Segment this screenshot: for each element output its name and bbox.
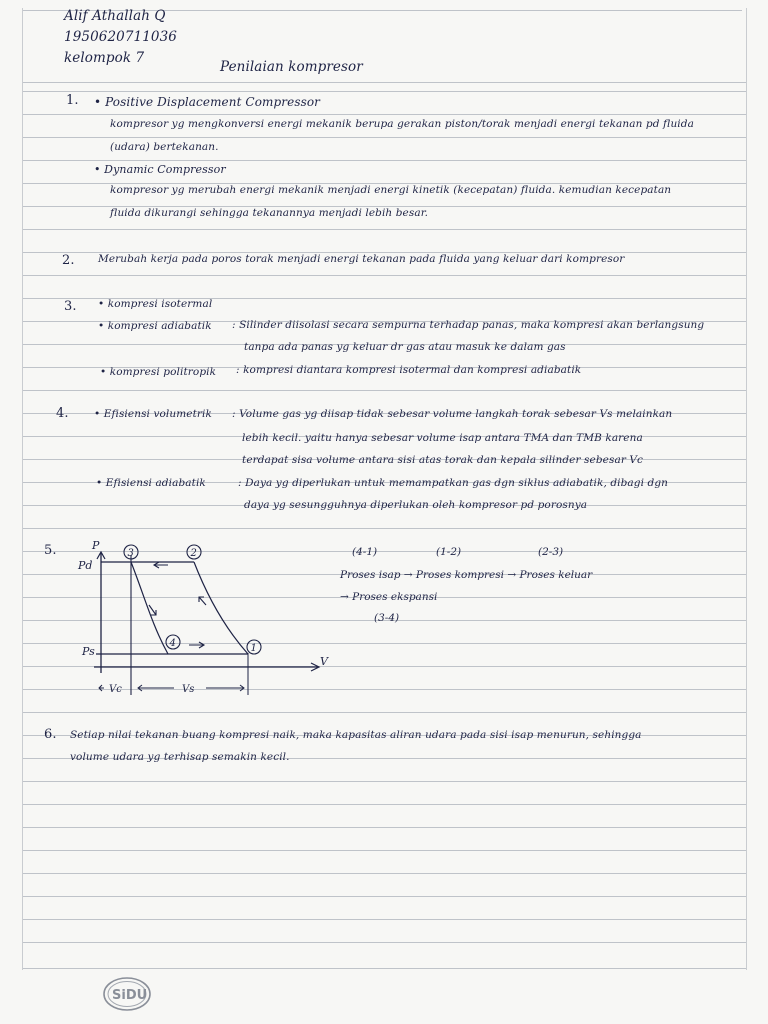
ruled-line: [22, 82, 746, 83]
bottom-rule: [22, 968, 746, 969]
ruled-line: [22, 712, 746, 713]
answer-4-adi-def: : Daya yg diperlukan untuk memampatkan gas dgn siklus adiabatik, dibagi dgn: [238, 477, 669, 489]
answer-3-adiabatik-def: : Silinder diisolasi secara sempurna terhadap panas, maka kompresi akan berlangsung: [232, 319, 705, 331]
pv-diagram: [56, 535, 616, 705]
ruled-line: [22, 528, 746, 529]
process-code: (3-4): [374, 612, 400, 624]
vs-label: Vs: [182, 684, 195, 695]
process-line-1: Proses isap → Proses kompresi → Proses keluar: [340, 569, 593, 581]
vc-arrow-icon: [99, 685, 104, 691]
answer-number: 3.: [64, 299, 77, 314]
answer-1-type-2-label: • Dynamic Compressor: [94, 163, 226, 176]
answer-2-text: Merubah kerja pada poros torak menjadi energi tekanan pada fluida yang keluar dari kompresor: [98, 253, 625, 265]
answer-4-adi-label: • Efisiensi adiabatik: [96, 477, 206, 489]
v-axis-label: V: [320, 655, 328, 668]
answer-3-item: • kompresi politropik: [100, 366, 217, 378]
answer-number: 1.: [66, 93, 79, 108]
answer-number: 5.: [44, 543, 57, 558]
answer-3-politropik-def: : kompresi diantara kompresi isotermal dan kompresi adiabatik: [236, 364, 582, 376]
point-label: 4: [169, 638, 176, 649]
answer-6-line: volume udara yg terhisap semakin kecil.: [70, 751, 290, 763]
discharge-arrow-icon: [154, 562, 168, 568]
answer-4-vol-def: lebih kecil. yaitu hanya sebesar volume isap antara TMA dan TMB karena: [242, 432, 643, 444]
left-margin-line: [22, 8, 23, 970]
ruled-line: [22, 942, 746, 943]
compression-arrow-icon: [199, 597, 206, 605]
answer-number: 2.: [62, 253, 75, 268]
right-margin-line: [746, 8, 747, 970]
answer-3-item: • kompresi isotermal: [98, 298, 213, 310]
ruled-line: [22, 91, 746, 92]
group-name: kelompok 7: [64, 50, 145, 66]
ruled-line: [22, 804, 746, 805]
ruled-line: [22, 781, 746, 782]
answer-1-type-1-label: • Positive Displacement Compressor: [94, 95, 320, 109]
answer-1-type-1-line: kompresor yg mengkonversi energi mekanik berupa gerakan piston/torak menjadi energi tekanan pd fluida: [110, 118, 694, 130]
point-label: 3: [127, 548, 134, 559]
answer-1-type-2-line: kompresor yg merubah energi mekanik menjadi energi kinetik (kecepatan) fluida. kemudian kecepatan: [110, 184, 672, 196]
answer-4-adi-def: daya yg sesungguhnya diperlukan oleh kompresor pd porosnya: [244, 499, 588, 511]
answer-4-vol-def: terdapat sisa volume antara sisi atas torak dan kepala silinder sebesar Vc: [242, 454, 644, 466]
answer-number: 6.: [44, 727, 57, 742]
answer-1-type-2-line: fluida dikurangi sehingga tekanannya menjadi lebih besar.: [110, 207, 429, 219]
ruled-line: [22, 873, 746, 874]
ruled-line: [22, 229, 746, 230]
answer-4-vol-label: • Efisiensi volumetrik: [94, 408, 212, 420]
answer-number: 4.: [56, 406, 69, 421]
pd-label: Pd: [78, 559, 93, 572]
ruled-line: [22, 827, 746, 828]
page-title: Penilaian kompresor: [220, 59, 363, 75]
ruled-line: [22, 114, 746, 115]
answer-1-type-1-line: (udara) bertekanan.: [110, 141, 219, 153]
ruled-line: [22, 850, 746, 851]
ruled-line: [22, 275, 746, 276]
p-axis-label: P: [92, 539, 100, 552]
ruled-line: [22, 137, 746, 138]
student-id: 1950620711036: [64, 29, 177, 45]
sidu-logo: [101, 974, 153, 1014]
vs-arrow-left-icon: [138, 685, 174, 691]
ruled-line: [22, 160, 746, 161]
ruled-line: [22, 390, 746, 391]
vs-arrow-right-icon: [206, 685, 244, 691]
student-name: Alif Athallah Q: [64, 8, 166, 24]
process-code: (4-1): [352, 546, 378, 558]
point-label: 2: [190, 548, 197, 559]
answer-3-adiabatik-def: tanpa ada panas yg keluar dr gas atau masuk ke dalam gas: [244, 341, 566, 353]
compression-curve: [194, 562, 248, 654]
process-code: (1-2): [436, 546, 462, 558]
point-label: 1: [250, 643, 257, 654]
process-code: (2-3): [538, 546, 564, 558]
suction-arrow-icon: [189, 642, 204, 648]
answer-6-line: Setiap nilai tekanan buang kompresi naik, maka kapasitas aliran udara pada sisi isap menurun, sehingga: [70, 729, 642, 741]
process-line-2: → Proses ekspansi: [340, 591, 438, 603]
svg-text:SiDU: SiDU: [112, 988, 148, 1003]
answer-4-vol-def: : Volume gas yg diisap tidak sebesar volume langkah torak sebesar Vs melainkan: [232, 408, 673, 420]
ruled-line: [22, 919, 746, 920]
ruled-line: [22, 896, 746, 897]
expansion-curve: [131, 562, 168, 654]
ps-label: Ps: [82, 645, 95, 658]
vc-label: Vc: [109, 684, 122, 695]
answer-3-item: • kompresi adiabatik: [98, 320, 212, 332]
